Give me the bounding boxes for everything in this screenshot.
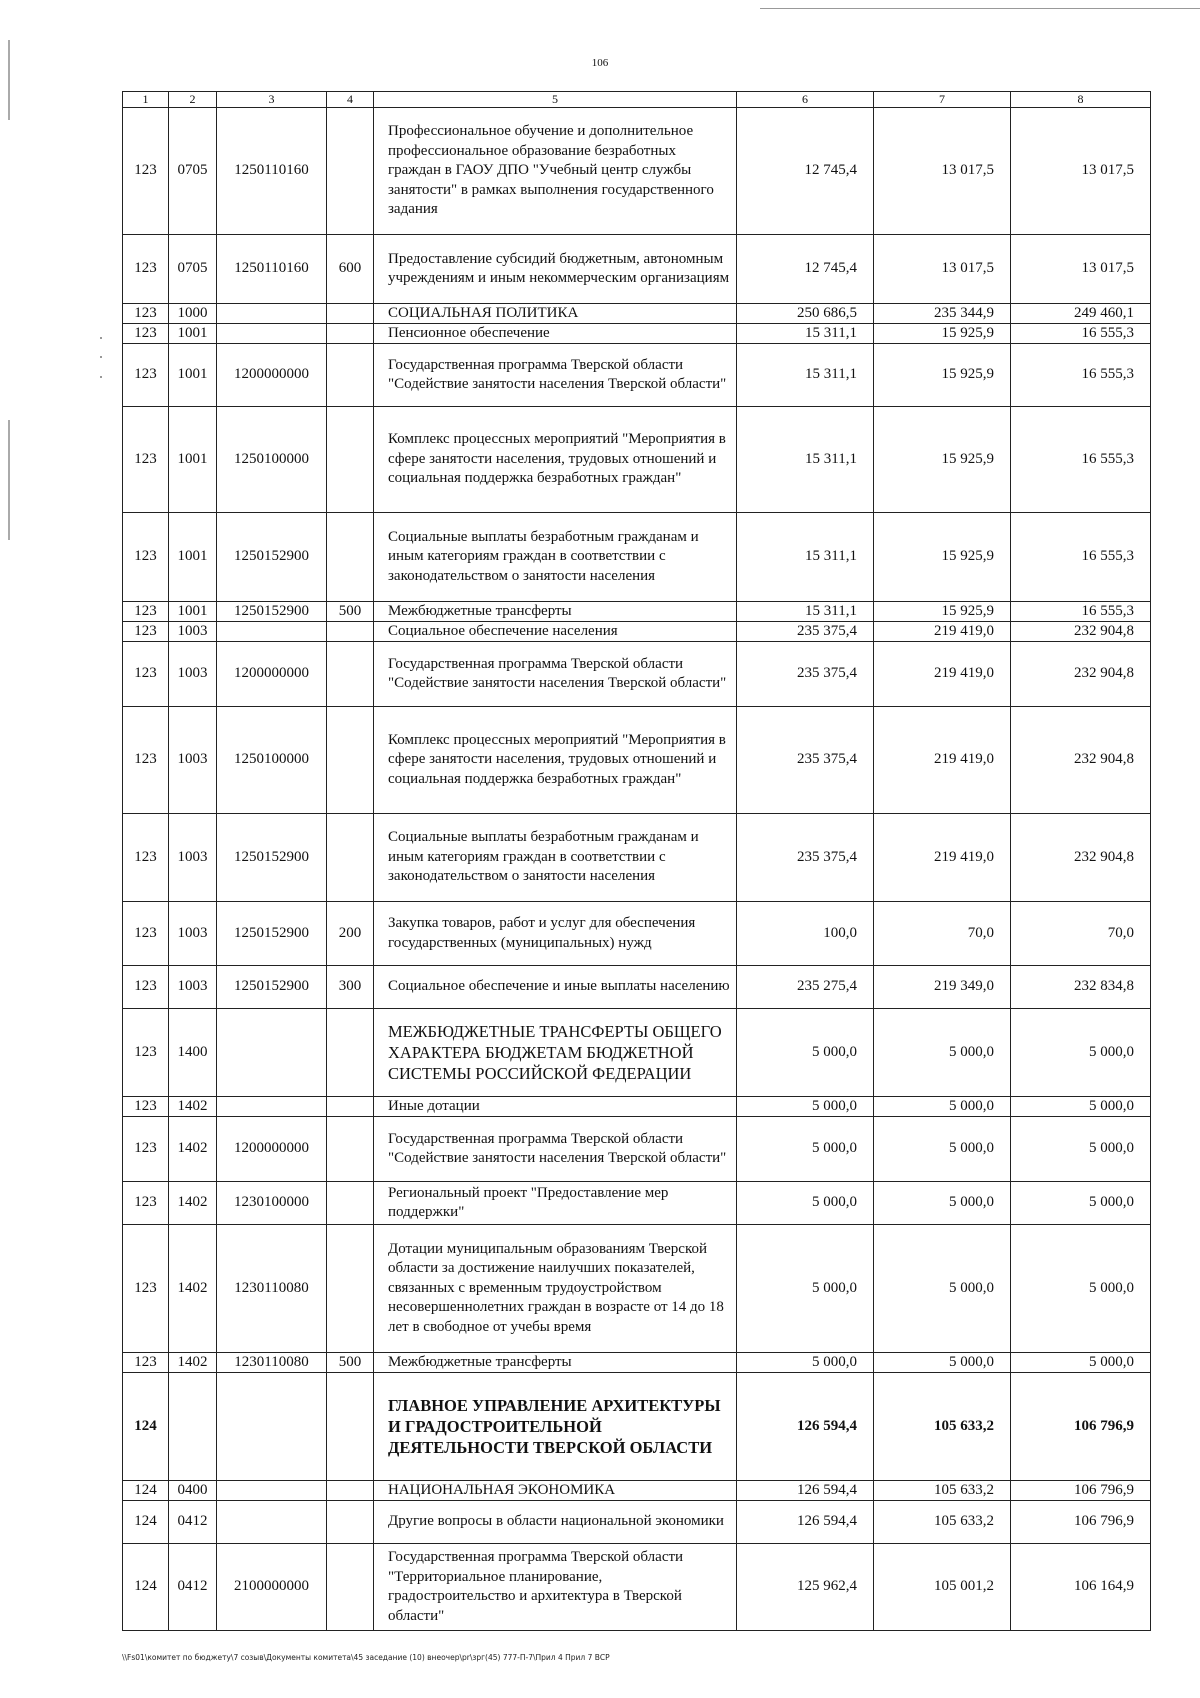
cell-description: Государственная программа Тверской области "Содействие занятости населения Тверской области" — [374, 1117, 737, 1182]
cell-section-code: 1003 — [169, 707, 217, 814]
header-cell-8: 8 — [1011, 92, 1151, 108]
cell-amount-col6: 235 375,4 — [737, 814, 874, 902]
cell-grbs-code: 123 — [123, 344, 169, 407]
cell-amount-col7: 5 000,0 — [874, 1353, 1011, 1373]
cell-amount-col7: 15 925,9 — [874, 344, 1011, 407]
cell-amount-col8: 106 796,9 — [1011, 1481, 1151, 1501]
cell-section-code: 0412 — [169, 1544, 217, 1631]
cell-section-code: 0412 — [169, 1501, 217, 1544]
cell-expense-type — [327, 1481, 374, 1501]
cell-description: Региональный проект "Предоставление мер поддержки" — [374, 1182, 737, 1225]
cell-amount-col7: 15 925,9 — [874, 324, 1011, 344]
cell-amount-col7: 5 000,0 — [874, 1225, 1011, 1353]
cell-section-code: 1001 — [169, 602, 217, 622]
cell-target-article — [217, 324, 327, 344]
cell-expense-type — [327, 1373, 374, 1481]
cell-amount-col6: 15 311,1 — [737, 513, 874, 602]
cell-grbs-code: 123 — [123, 1097, 169, 1117]
table-row — [123, 304, 1151, 324]
cell-expense-type — [327, 108, 374, 235]
cell-amount-col6: 125 962,4 — [737, 1544, 874, 1631]
cell-amount-col7: 105 633,2 — [874, 1481, 1011, 1501]
cell-amount-col6: 100,0 — [737, 902, 874, 966]
cell-target-article: 1200000000 — [217, 642, 327, 707]
page-number: 106 — [591, 57, 609, 69]
cell-amount-col7: 5 000,0 — [874, 1117, 1011, 1182]
table-row — [123, 1117, 1151, 1182]
cell-section-code: 1402 — [169, 1182, 217, 1225]
footer-file-path: \\Fs01\комитет по бюджету\7 созыв\Документы комитета\45 заседание (10) внеочер\pr\зрг(45) 777-П-7\Прил 4 Прил 7 ВСР — [122, 1653, 610, 1662]
cell-section-code: 0705 — [169, 108, 217, 235]
cell-amount-col8: 5 000,0 — [1011, 1097, 1151, 1117]
cell-target-article: 1250152900 — [217, 902, 327, 966]
cell-amount-col8: 106 796,9 — [1011, 1501, 1151, 1544]
cell-expense-type — [327, 1117, 374, 1182]
cell-grbs-code: 123 — [123, 1225, 169, 1353]
header-cell-5: 5 — [374, 92, 737, 108]
cell-amount-col7: 15 925,9 — [874, 602, 1011, 622]
cell-target-article: 1250110160 — [217, 108, 327, 235]
cell-amount-col8: 106 796,9 — [1011, 1373, 1151, 1481]
cell-amount-col8: 232 904,8 — [1011, 707, 1151, 814]
table-row — [123, 513, 1151, 602]
cell-section-code: 1001 — [169, 407, 217, 513]
table-row — [123, 707, 1151, 814]
cell-target-article — [217, 1009, 327, 1097]
table-row — [123, 344, 1151, 407]
cell-grbs-code: 123 — [123, 513, 169, 602]
cell-description: Социальное обеспечение населения — [374, 622, 737, 642]
cell-amount-col8: 232 904,8 — [1011, 622, 1151, 642]
cell-amount-col8: 16 555,3 — [1011, 513, 1151, 602]
cell-amount-col8: 5 000,0 — [1011, 1225, 1151, 1353]
header-cell-7: 7 — [874, 92, 1011, 108]
cell-amount-col8: 5 000,0 — [1011, 1353, 1151, 1373]
cell-expense-type: 200 — [327, 902, 374, 966]
table-row — [123, 642, 1151, 707]
cell-amount-col7: 105 633,2 — [874, 1373, 1011, 1481]
cell-description: Закупка товаров, работ и услуг для обеспечения государственных (муниципальных) нужд — [374, 902, 737, 966]
cell-description: Пенсионное обеспечение — [374, 324, 737, 344]
cell-amount-col7: 5 000,0 — [874, 1182, 1011, 1225]
cell-amount-col6: 15 311,1 — [737, 602, 874, 622]
cell-description: Государственная программа Тверской области "Содействие занятости населения Тверской области" — [374, 642, 737, 707]
table-row — [123, 1225, 1151, 1353]
cell-amount-col7: 15 925,9 — [874, 513, 1011, 602]
cell-amount-col8: 16 555,3 — [1011, 324, 1151, 344]
cell-expense-type — [327, 1544, 374, 1631]
cell-amount-col8: 232 834,8 — [1011, 966, 1151, 1009]
table-body — [123, 92, 1151, 1631]
cell-description: Государственная программа Тверской области "Территориальное планирование, градостроительство и архитектура в Тверской области" — [374, 1544, 737, 1631]
cell-expense-type — [327, 707, 374, 814]
cell-expense-type — [327, 814, 374, 902]
cell-grbs-code: 123 — [123, 1009, 169, 1097]
cell-section-code: 1001 — [169, 324, 217, 344]
cell-amount-col7: 219 419,0 — [874, 622, 1011, 642]
cell-amount-col7: 70,0 — [874, 902, 1011, 966]
cell-amount-col6: 126 594,4 — [737, 1501, 874, 1544]
cell-amount-col7: 219 419,0 — [874, 814, 1011, 902]
cell-description: Государственная программа Тверской области "Содействие занятости населения Тверской области" — [374, 344, 737, 407]
table-row — [123, 966, 1151, 1009]
cell-amount-col6: 235 375,4 — [737, 707, 874, 814]
cell-expense-type — [327, 1225, 374, 1353]
cell-grbs-code: 123 — [123, 1353, 169, 1373]
cell-grbs-code: 124 — [123, 1373, 169, 1481]
cell-grbs-code: 124 — [123, 1481, 169, 1501]
table-row — [123, 407, 1151, 513]
cell-grbs-code: 123 — [123, 642, 169, 707]
cell-description: Другие вопросы в области национальной экономики — [374, 1501, 737, 1544]
cell-section-code: 1402 — [169, 1353, 217, 1373]
cell-section-code: 1000 — [169, 304, 217, 324]
cell-amount-col6: 5 000,0 — [737, 1097, 874, 1117]
cell-target-article: 1250152900 — [217, 602, 327, 622]
cell-amount-col7: 5 000,0 — [874, 1009, 1011, 1097]
cell-section-code: 1402 — [169, 1117, 217, 1182]
cell-grbs-code: 123 — [123, 1117, 169, 1182]
table-row — [123, 1481, 1151, 1501]
cell-description: НАЦИОНАЛЬНАЯ ЭКОНОМИКА — [374, 1481, 737, 1501]
header-cell-1: 1 — [123, 92, 169, 108]
cell-section-code: 1001 — [169, 344, 217, 407]
table-row — [123, 235, 1151, 304]
cell-amount-col8: 232 904,8 — [1011, 814, 1151, 902]
cell-description: Социальное обеспечение и иные выплаты населению — [374, 966, 737, 1009]
cell-amount-col7: 235 344,9 — [874, 304, 1011, 324]
cell-amount-col6: 235 375,4 — [737, 642, 874, 707]
cell-amount-col6: 235 275,4 — [737, 966, 874, 1009]
cell-expense-type — [327, 407, 374, 513]
table-row — [123, 622, 1151, 642]
cell-target-article: 1200000000 — [217, 1117, 327, 1182]
cell-target-article — [217, 1097, 327, 1117]
cell-target-article: 1230110080 — [217, 1353, 327, 1373]
cell-expense-type — [327, 622, 374, 642]
cell-grbs-code: 123 — [123, 108, 169, 235]
cell-grbs-code: 123 — [123, 602, 169, 622]
cell-amount-col8: 5 000,0 — [1011, 1182, 1151, 1225]
cell-target-article — [217, 1481, 327, 1501]
cell-target-article: 1250100000 — [217, 407, 327, 513]
cell-section-code: 1003 — [169, 642, 217, 707]
cell-section-code: 1003 — [169, 966, 217, 1009]
cell-amount-col7: 105 633,2 — [874, 1501, 1011, 1544]
header-cell-3: 3 — [217, 92, 327, 108]
cell-grbs-code: 123 — [123, 966, 169, 1009]
cell-section-code: 0705 — [169, 235, 217, 304]
cell-target-article: 2100000000 — [217, 1544, 327, 1631]
cell-target-article: 1230100000 — [217, 1182, 327, 1225]
cell-description: Межбюджетные трансферты — [374, 1353, 737, 1373]
cell-amount-col8: 16 555,3 — [1011, 407, 1151, 513]
table-row — [123, 1182, 1151, 1225]
cell-section-code: 1400 — [169, 1009, 217, 1097]
table-row — [123, 1373, 1151, 1481]
cell-description: Предоставление субсидий бюджетным, автономным учреждениям и иным некоммерческим организациям — [374, 235, 737, 304]
cell-description: Комплекс процессных мероприятий "Мероприятия в сфере занятости населения, трудовых отношений и социальная поддержка безработных граждан" — [374, 707, 737, 814]
cell-grbs-code: 123 — [123, 622, 169, 642]
cell-grbs-code: 124 — [123, 1501, 169, 1544]
cell-grbs-code: 123 — [123, 235, 169, 304]
cell-amount-col6: 5 000,0 — [737, 1353, 874, 1373]
cell-amount-col8: 5 000,0 — [1011, 1117, 1151, 1182]
cell-description: Профессиональное обучение и дополнительное профессиональное образование безработных граждан в ГАОУ ДПО "Учебный центр службы занятости" в рамках выполнения государственного задания — [374, 108, 737, 235]
cell-description: Социальные выплаты безработным гражданам и иным категориям граждан в соответствии с законодательством о занятости населения — [374, 513, 737, 602]
cell-expense-type: 500 — [327, 1353, 374, 1373]
cell-description: СОЦИАЛЬНАЯ ПОЛИТИКА — [374, 304, 737, 324]
cell-target-article — [217, 622, 327, 642]
table-row — [123, 1544, 1151, 1631]
cell-amount-col7: 219 419,0 — [874, 707, 1011, 814]
table-row — [123, 1501, 1151, 1544]
cell-description: Иные дотации — [374, 1097, 737, 1117]
table-row — [123, 324, 1151, 344]
budget-table — [122, 91, 1151, 1631]
cell-amount-col8: 249 460,1 — [1011, 304, 1151, 324]
cell-amount-col6: 12 745,4 — [737, 108, 874, 235]
header-row — [123, 92, 1151, 108]
table-row — [123, 108, 1151, 235]
cell-expense-type: 500 — [327, 602, 374, 622]
cell-section-code: 1402 — [169, 1097, 217, 1117]
cell-expense-type: 300 — [327, 966, 374, 1009]
cell-amount-col8: 16 555,3 — [1011, 344, 1151, 407]
cell-grbs-code: 123 — [123, 407, 169, 513]
cell-amount-col8: 5 000,0 — [1011, 1009, 1151, 1097]
cell-target-article: 1250110160 — [217, 235, 327, 304]
cell-grbs-code: 123 — [123, 902, 169, 966]
cell-description: Дотации муниципальным образованиям Тверской области за достижение наилучших показателей, связанных с временным трудоустройством несовершеннолетних граждан в возрасте от 14 до 18 лет в свободное от учебы время — [374, 1225, 737, 1353]
cell-target-article: 1250152900 — [217, 814, 327, 902]
cell-amount-col6: 15 311,1 — [737, 407, 874, 513]
cell-amount-col8: 13 017,5 — [1011, 235, 1151, 304]
header-cell-2: 2 — [169, 92, 217, 108]
cell-expense-type — [327, 642, 374, 707]
table-row — [123, 902, 1151, 966]
cell-target-article — [217, 1373, 327, 1481]
table-row — [123, 1097, 1151, 1117]
header-cell-6: 6 — [737, 92, 874, 108]
cell-expense-type — [327, 344, 374, 407]
cell-amount-col7: 13 017,5 — [874, 235, 1011, 304]
cell-section-code: 1003 — [169, 814, 217, 902]
cell-grbs-code: 123 — [123, 814, 169, 902]
cell-amount-col7: 219 419,0 — [874, 642, 1011, 707]
cell-amount-col6: 5 000,0 — [737, 1225, 874, 1353]
cell-description: МЕЖБЮДЖЕТНЫЕ ТРАНСФЕРТЫ ОБЩЕГО ХАРАКТЕРА БЮДЖЕТАМ БЮДЖЕТНОЙ СИСТЕМЫ РОССИЙСКОЙ ФЕДЕРАЦИИ — [374, 1009, 737, 1097]
cell-amount-col6: 15 311,1 — [737, 324, 874, 344]
cell-target-article: 1200000000 — [217, 344, 327, 407]
cell-amount-col8: 13 017,5 — [1011, 108, 1151, 235]
cell-amount-col6: 15 311,1 — [737, 344, 874, 407]
table-row — [123, 814, 1151, 902]
cell-grbs-code: 123 — [123, 324, 169, 344]
cell-expense-type — [327, 1501, 374, 1544]
cell-expense-type: 600 — [327, 235, 374, 304]
cell-grbs-code: 123 — [123, 707, 169, 814]
cell-section-code: 1003 — [169, 622, 217, 642]
cell-amount-col7: 13 017,5 — [874, 108, 1011, 235]
table-row — [123, 1009, 1151, 1097]
cell-amount-col8: 70,0 — [1011, 902, 1151, 966]
cell-expense-type — [327, 1097, 374, 1117]
cell-grbs-code: 123 — [123, 1182, 169, 1225]
cell-amount-col7: 105 001,2 — [874, 1544, 1011, 1631]
cell-amount-col6: 12 745,4 — [737, 235, 874, 304]
cell-amount-col7: 219 349,0 — [874, 966, 1011, 1009]
cell-target-article: 1250152900 — [217, 513, 327, 602]
cell-amount-col8: 106 164,9 — [1011, 1544, 1151, 1631]
table-row — [123, 1353, 1151, 1373]
cell-grbs-code: 123 — [123, 304, 169, 324]
cell-description: ГЛАВНОЕ УПРАВЛЕНИЕ АРХИТЕКТУРЫ И ГРАДОСТРОИТЕЛЬНОЙ ДЕЯТЕЛЬНОСТИ ТВЕРСКОЙ ОБЛАСТИ — [374, 1373, 737, 1481]
cell-expense-type — [327, 1009, 374, 1097]
cell-target-article — [217, 1501, 327, 1544]
cell-amount-col7: 15 925,9 — [874, 407, 1011, 513]
cell-amount-col6: 5 000,0 — [737, 1009, 874, 1097]
cell-amount-col6: 5 000,0 — [737, 1182, 874, 1225]
cell-amount-col8: 16 555,3 — [1011, 602, 1151, 622]
cell-target-article — [217, 304, 327, 324]
header-cell-4: 4 — [327, 92, 374, 108]
cell-expense-type — [327, 324, 374, 344]
cell-amount-col8: 232 904,8 — [1011, 642, 1151, 707]
cell-section-code: 1003 — [169, 902, 217, 966]
cell-amount-col6: 235 375,4 — [737, 622, 874, 642]
cell-section-code: 1001 — [169, 513, 217, 602]
table-row — [123, 602, 1151, 622]
cell-target-article: 1250100000 — [217, 707, 327, 814]
cell-amount-col6: 126 594,4 — [737, 1373, 874, 1481]
cell-amount-col6: 5 000,0 — [737, 1117, 874, 1182]
cell-description: Социальные выплаты безработным гражданам и иным категориям граждан в соответствии с законодательством о занятости населения — [374, 814, 737, 902]
cell-target-article: 1230110080 — [217, 1225, 327, 1353]
cell-section-code: 0400 — [169, 1481, 217, 1501]
cell-grbs-code: 124 — [123, 1544, 169, 1631]
cell-expense-type — [327, 304, 374, 324]
cell-amount-col6: 250 686,5 — [737, 304, 874, 324]
cell-amount-col7: 5 000,0 — [874, 1097, 1011, 1117]
cell-target-article: 1250152900 — [217, 966, 327, 1009]
cell-amount-col6: 126 594,4 — [737, 1481, 874, 1501]
cell-section-code: 1402 — [169, 1225, 217, 1353]
cell-description: Комплекс процессных мероприятий "Мероприятия в сфере занятости населения, трудовых отношений и социальная поддержка безработных граждан" — [374, 407, 737, 513]
cell-expense-type — [327, 1182, 374, 1225]
cell-expense-type — [327, 513, 374, 602]
cell-description: Межбюджетные трансферты — [374, 602, 737, 622]
cell-section-code — [169, 1373, 217, 1481]
